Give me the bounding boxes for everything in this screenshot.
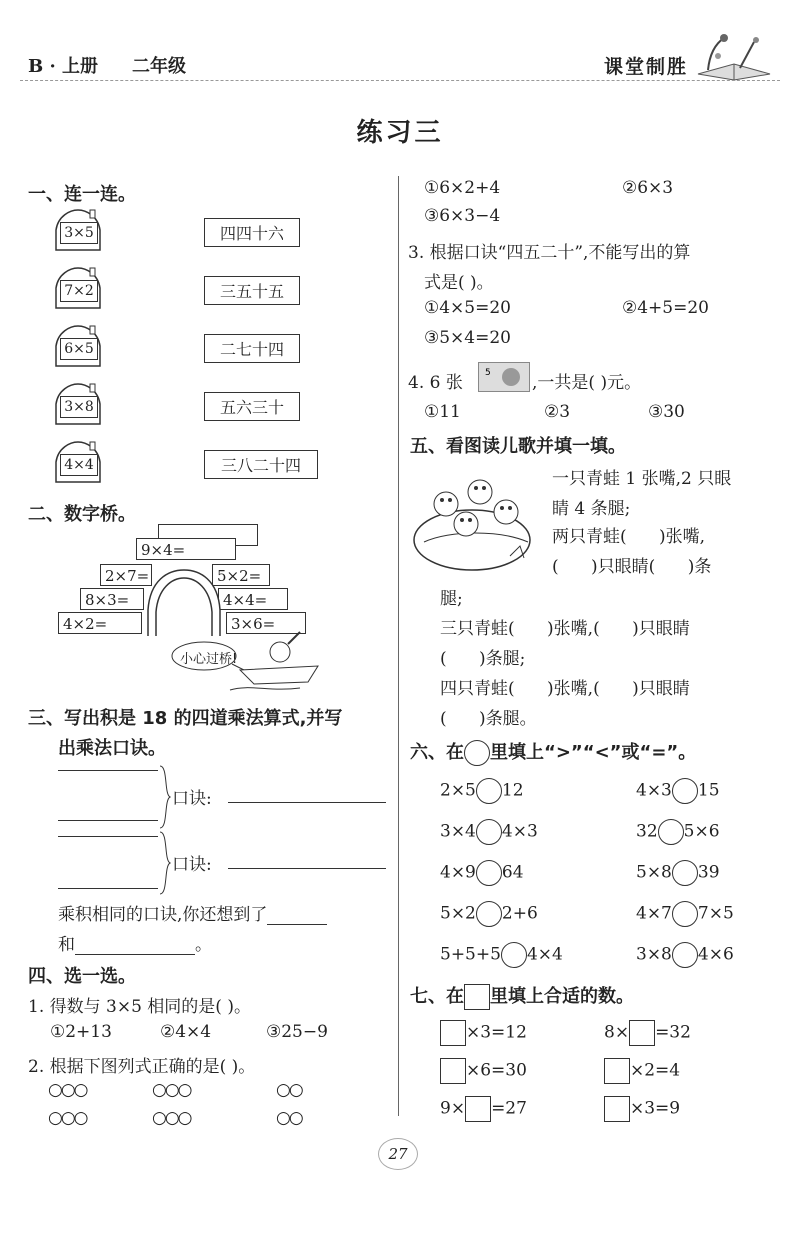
- fill-item: [604, 1096, 680, 1122]
- note-text: 。: [195, 935, 212, 955]
- poem-line: ( )条腿;: [440, 649, 526, 669]
- house-card[interactable]: [52, 382, 104, 426]
- q4-text-a: 4. 6 张: [408, 373, 463, 393]
- house-card[interactable]: [52, 266, 104, 310]
- compare-left: 3×4: [440, 821, 476, 842]
- brace-icon: [158, 764, 172, 830]
- compare-right: 4×3: [501, 821, 538, 842]
- q4-option[interactable]: ①11: [424, 402, 461, 422]
- section7-heading: [410, 982, 634, 1010]
- compare-item: [636, 942, 734, 968]
- section2-heading: 二、数字桥。: [28, 504, 136, 525]
- series-label: B · 上册: [28, 56, 99, 77]
- poem-line: ( )条腿。: [440, 709, 537, 729]
- fill-box[interactable]: [604, 1058, 630, 1084]
- fill-suffix: ×3=9: [630, 1098, 681, 1119]
- answer-line[interactable]: [58, 820, 158, 821]
- page-title: 练习三: [356, 118, 444, 148]
- compare-left: 32: [636, 821, 658, 842]
- compare-circle[interactable]: [476, 901, 502, 927]
- compare-item: [636, 860, 720, 886]
- compare-item: [440, 778, 524, 804]
- section3-line1: 三、写出积是 18 的四道乘法算式,并写: [28, 708, 343, 729]
- fill-box[interactable]: [440, 1020, 466, 1046]
- heading-text: 七、在: [410, 986, 464, 1007]
- note-blank[interactable]: [75, 954, 195, 955]
- rhyme-card[interactable]: 三八二十四: [204, 450, 318, 479]
- heading-text: 里填上合适的数。: [490, 986, 634, 1007]
- poem-line: 睛 4 条腿;: [552, 499, 631, 519]
- banknote-image: [478, 362, 530, 392]
- poem-line: 一只青蛙 1 张嘴,2 只眼: [552, 469, 732, 489]
- compare-right: 7×5: [697, 903, 734, 924]
- brace-icon: [158, 830, 172, 896]
- bridge-cell: 5×2=: [212, 564, 270, 586]
- header-series: [28, 52, 186, 78]
- compare-circle[interactable]: [658, 819, 684, 845]
- fill-box[interactable]: [629, 1020, 655, 1046]
- q3-option[interactable]: ③5×4=20: [424, 328, 511, 348]
- compare-circle[interactable]: [672, 860, 698, 886]
- bridge-cell: 9×4=: [136, 538, 236, 560]
- bridge-cell: 2×7=: [100, 564, 152, 586]
- fill-box[interactable]: [440, 1058, 466, 1084]
- compare-right: 4×4: [526, 944, 563, 965]
- q3-text-b: 式是( )。: [424, 273, 494, 293]
- compare-item: [440, 860, 524, 886]
- compare-circle[interactable]: [501, 942, 527, 968]
- compare-left: 2×5: [440, 780, 476, 801]
- q1-option[interactable]: ①2+13: [50, 1022, 112, 1042]
- house-card[interactable]: [52, 440, 104, 484]
- rhyme-answer-line[interactable]: [228, 802, 386, 803]
- house-expression: 7×2: [60, 280, 98, 302]
- compare-circle[interactable]: [476, 860, 502, 886]
- fill-suffix: ×2=4: [630, 1060, 681, 1081]
- compare-right: 64: [501, 862, 524, 883]
- compare-left: 4×3: [636, 780, 672, 801]
- heading-text: 六、在: [410, 742, 464, 763]
- compare-circle[interactable]: [672, 942, 698, 968]
- q1-option[interactable]: ③25−9: [266, 1022, 328, 1042]
- house-expression: 3×8: [60, 396, 98, 418]
- note-text: 和: [58, 935, 75, 955]
- rhyme-label: 口诀:: [172, 789, 212, 809]
- circle-group: ○○○: [152, 1108, 191, 1128]
- brand-label: 课堂制胜: [603, 56, 688, 78]
- q3-option[interactable]: ①4×5=20: [424, 298, 511, 318]
- q2-option[interactable]: ③6×3−4: [424, 206, 501, 226]
- compare-right: 12: [501, 780, 524, 801]
- q3-text-a: 3. 根据口诀“四五二十”,不能写出的算: [408, 243, 691, 263]
- bridge-arch: [146, 566, 222, 636]
- answer-line[interactable]: [58, 770, 158, 771]
- square-icon: [464, 984, 490, 1010]
- rhyme-card[interactable]: 五六三十: [204, 392, 300, 421]
- compare-right: 2+6: [501, 903, 538, 924]
- fill-item: [604, 1058, 680, 1084]
- compare-left: 4×7: [636, 903, 672, 924]
- banknote-value: 5: [485, 368, 491, 378]
- house-expression: 3×5: [60, 222, 98, 244]
- house-card[interactable]: [52, 324, 104, 368]
- fill-suffix: ×3=12: [466, 1022, 527, 1043]
- circle-group: ○○: [276, 1080, 302, 1100]
- section6-heading: [410, 738, 696, 766]
- compare-left: 5+5+5: [440, 944, 501, 965]
- grade-label: 二年级: [132, 56, 187, 77]
- q1-text: 1. 得数与 3×5 相同的是( )。: [28, 997, 251, 1017]
- section3-note: [58, 900, 327, 925]
- poem-line: 两只青蛙( )张嘴,: [552, 527, 706, 547]
- compare-item: [440, 819, 538, 845]
- fill-item: [440, 1020, 527, 1046]
- compare-item: [636, 778, 720, 804]
- fill-item: [440, 1096, 527, 1122]
- fill-box[interactable]: [465, 1096, 491, 1122]
- rhyme-card[interactable]: 三五十五: [204, 276, 300, 305]
- compare-circle[interactable]: [672, 778, 698, 804]
- compare-item: [440, 901, 538, 927]
- section1-heading: 一、连一连。: [28, 184, 136, 205]
- rhyme-label: 口诀:: [172, 855, 212, 875]
- q4-option[interactable]: ③30: [648, 402, 685, 422]
- fill-suffix: =32: [655, 1022, 691, 1043]
- q4-option[interactable]: ②3: [544, 402, 571, 422]
- compare-circle[interactable]: [476, 819, 502, 845]
- compare-right: 15: [697, 780, 720, 801]
- book-logo-icon: [694, 30, 774, 82]
- poem-line: 三只青蛙( )张嘴,( )只眼睛: [440, 619, 690, 639]
- house-expression: 4×4: [60, 454, 98, 476]
- compare-right: 4×6: [697, 944, 734, 965]
- compare-left: 5×2: [440, 903, 476, 924]
- compare-circle[interactable]: [476, 778, 502, 804]
- q2-option[interactable]: ②6×3: [622, 178, 674, 198]
- circle-icon: [464, 740, 490, 766]
- compare-left: 3×8: [636, 944, 672, 965]
- fill-box[interactable]: [604, 1096, 630, 1122]
- circle-group: ○○○: [152, 1080, 191, 1100]
- fill-suffix: =27: [491, 1098, 527, 1119]
- q3-option[interactable]: ②4+5=20: [622, 298, 709, 318]
- bridge-cell: 8×3=: [80, 588, 144, 610]
- fill-item: [440, 1058, 527, 1084]
- circle-group: ○○○: [48, 1108, 87, 1128]
- rhyme-answer-line[interactable]: [228, 868, 386, 869]
- answer-line[interactable]: [58, 888, 158, 889]
- compare-left: 4×9: [440, 862, 476, 883]
- q2-option[interactable]: ①6×2+4: [424, 178, 501, 198]
- bridge-cell: 4×2=: [58, 612, 142, 634]
- poem-line: 四只青蛙( )张嘴,( )只眼睛: [440, 679, 690, 699]
- note-blank[interactable]: [267, 924, 327, 925]
- section5-heading: 五、看图读儿歌并填一填。: [410, 436, 626, 457]
- circle-group: ○○○: [48, 1080, 87, 1100]
- section4-heading: 四、选一选。: [28, 966, 136, 987]
- poem-line: 腿;: [440, 589, 463, 609]
- fill-prefix: 9×: [440, 1098, 466, 1119]
- rhyme-card[interactable]: 二七十四: [204, 334, 300, 363]
- section3-note2: [58, 930, 212, 955]
- page-number: 27: [378, 1138, 418, 1170]
- circle-group: ○○: [276, 1108, 302, 1128]
- note-text: 乘积相同的口诀,你还想到了: [58, 905, 268, 925]
- house-card[interactable]: [52, 208, 104, 252]
- compare-item: [636, 901, 734, 927]
- speech-bubble: 小心过桥!: [180, 652, 238, 667]
- bridge-cell: 4×4=: [218, 588, 288, 610]
- bridge-cell: 3×6=: [226, 612, 306, 634]
- fill-prefix: 8×: [604, 1022, 630, 1043]
- section3-line2: 出乘法口诀。: [58, 738, 166, 759]
- compare-item: [636, 819, 720, 845]
- fill-item: [604, 1020, 691, 1046]
- compare-right: 5×6: [683, 821, 720, 842]
- fill-suffix: ×6=30: [466, 1060, 527, 1081]
- compare-item: [440, 942, 563, 968]
- compare-left: 5×8: [636, 862, 672, 883]
- answer-line[interactable]: [58, 836, 158, 837]
- poem-line: ( )只眼睛( )条: [552, 557, 712, 577]
- rhyme-card[interactable]: 四四十六: [204, 218, 300, 247]
- q2-text: 2. 根据下图列式正确的是( )。: [28, 1057, 256, 1077]
- banknote-portrait-icon: [479, 363, 529, 391]
- column-divider: [398, 176, 399, 1116]
- compare-circle[interactable]: [672, 901, 698, 927]
- compare-right: 39: [697, 862, 720, 883]
- heading-text: 里填上“>”“<”或“=”。: [490, 742, 697, 763]
- q4-text-b: ,一共是( )元。: [532, 373, 642, 393]
- q1-option[interactable]: ②4×4: [160, 1022, 212, 1042]
- frogs-illustration: [410, 462, 544, 580]
- header-divider: [20, 80, 780, 81]
- house-expression: 6×5: [60, 338, 98, 360]
